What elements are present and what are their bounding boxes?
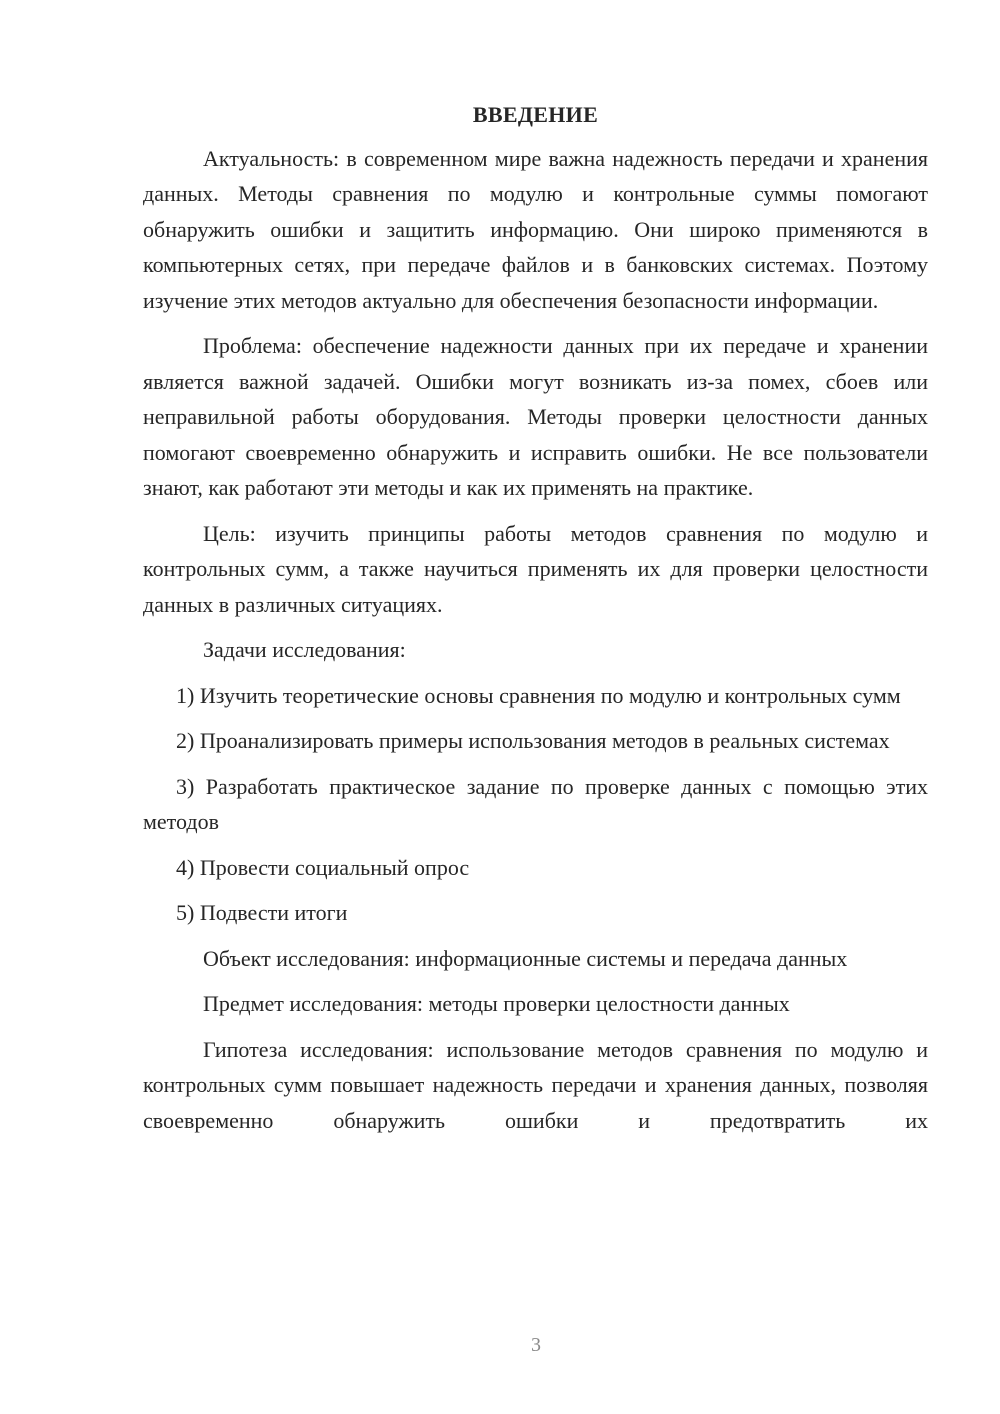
subject-paragraph: Предмет исследования: методы проверки целостности данных bbox=[203, 991, 790, 1016]
object-paragraph: Объект исследования: информационные системы и передача данных bbox=[203, 945, 848, 971]
task-item-3: 3) Разработать практическое задание по проверке данных с помощью этих методов bbox=[143, 773, 928, 834]
task-item-5: 5) Подвести итоги bbox=[176, 900, 348, 925]
task-item-2: 2) Проанализировать примеры использования методов в реальных системах bbox=[176, 728, 890, 753]
relevance-paragraph: Актуальность: в современном мире важна надежность передачи и хранения данных. Методы сравнения по модулю и контрольные суммы помогают обнаружить ошибки и защитить информацию. Они широко применяются в компьютерных сетях, при передаче файлов и в банковских системах. Поэтому изучение этих методов актуально для обеспечения безопасности информации. bbox=[143, 145, 928, 313]
hypothesis-paragraph: Гипотеза исследования: использование методов сравнения по модулю и контрольных сумм повышает надежность передачи и хранения данных, позволяя своевременно обнаружить ошибки и предотвратить их bbox=[143, 1036, 928, 1133]
goal-paragraph: Цель: изучить принципы работы методов сравнения по модулю и контрольных сумм, а также научиться применять их для проверки целостности данных в различных ситуациях. bbox=[143, 520, 928, 617]
problem-paragraph: Проблема: обеспечение надежности данных при их передаче и хранении является важной задачей. Ошибки могут возникать из-за помех, сбоев или неправильной работы оборудования. Методы проверки целостности данных помогают своевременно обнаружить и исправить ошибки. Не все пользователи знают, как работают эти методы и как их применять на практике. bbox=[143, 333, 928, 500]
task-item-1: 1) Изучить теоретические основы сравнения по модулю и контрольных сумм bbox=[176, 682, 901, 708]
tasks-heading: Задачи исследования: bbox=[203, 637, 406, 662]
task-item-4: 4) Провести социальный опрос bbox=[176, 854, 470, 880]
page-number: 3 bbox=[531, 1334, 541, 1356]
page-title: ВВЕДЕНИЕ bbox=[472, 102, 599, 127]
document-page bbox=[143, 97, 928, 1148]
